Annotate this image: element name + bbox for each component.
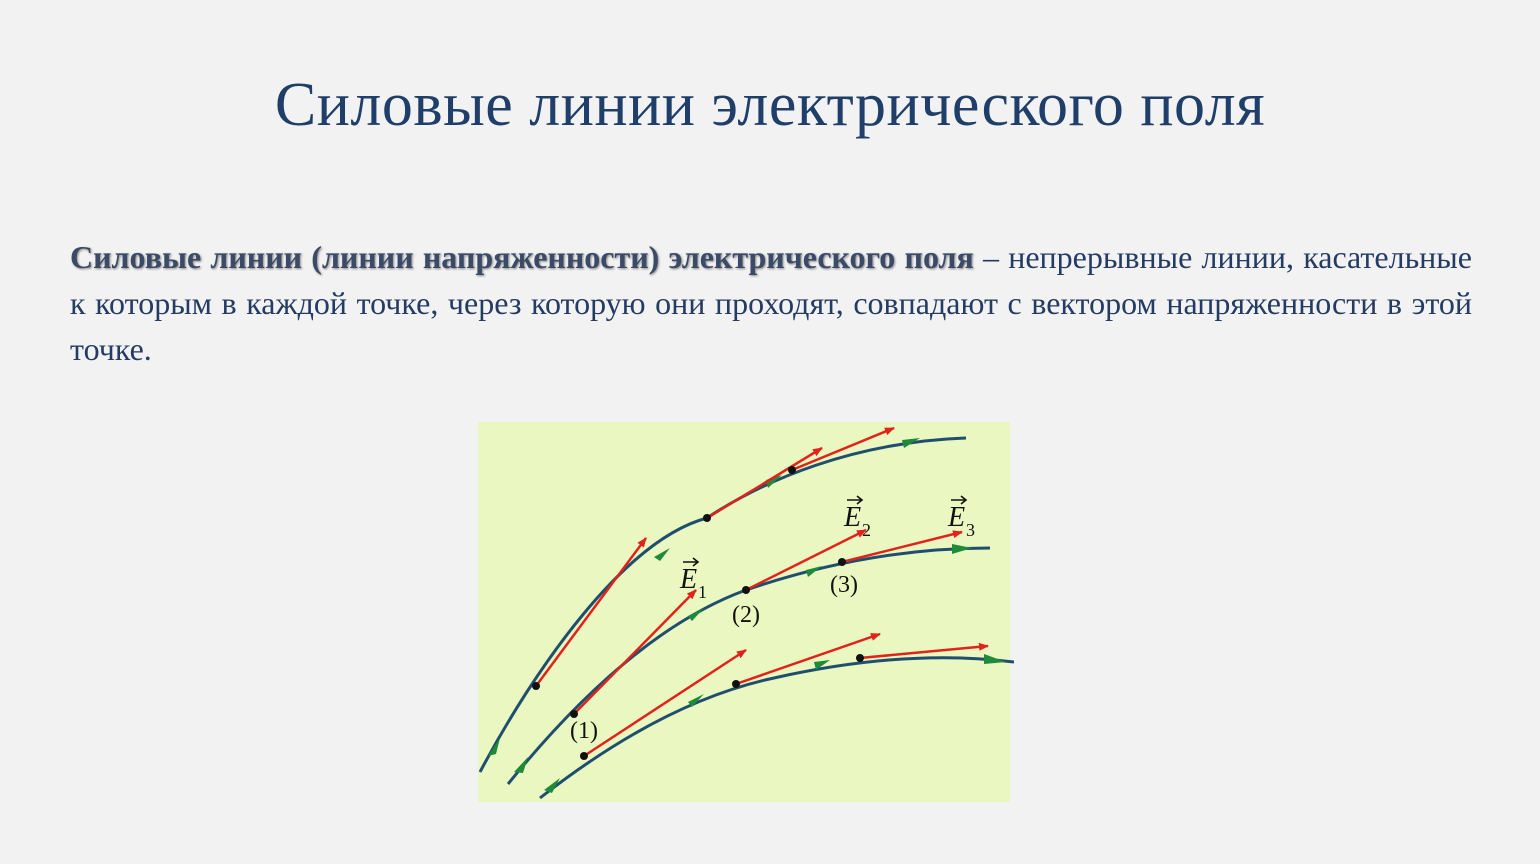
definition-rest: – непрерывные линии, касательные к которым в каждой точке, через которую они проходят, совпадают с вектором напряженности в этой точке.	[70, 239, 1473, 367]
field-point-1	[570, 710, 578, 718]
field-point-3	[838, 558, 846, 566]
field-point	[580, 752, 588, 760]
definition-term: Силовые линии (линии напряженности) электрического поля	[70, 239, 974, 275]
field-point	[732, 680, 740, 688]
field-lines-figure	[474, 420, 1014, 805]
point-label-3: (3)	[830, 572, 858, 598]
svg-text:3: 3	[966, 520, 975, 540]
field-point	[532, 682, 540, 690]
slide-title: Силовые линии электрического поля	[274, 71, 1266, 139]
point-label-2: (2)	[732, 602, 760, 628]
svg-text:1: 1	[698, 582, 707, 602]
svg-text:E: E	[948, 502, 966, 533]
field-point	[703, 514, 711, 522]
field-point	[856, 654, 864, 662]
svg-text:2: 2	[862, 520, 871, 540]
field-point-2	[742, 586, 750, 594]
svg-text:E: E	[844, 502, 862, 533]
point-label-1: (1)	[570, 718, 598, 744]
definition-text	[70, 234, 1472, 372]
field-point	[788, 466, 796, 474]
field-lines-diagram	[474, 420, 1014, 805]
svg-text:E: E	[680, 564, 698, 595]
